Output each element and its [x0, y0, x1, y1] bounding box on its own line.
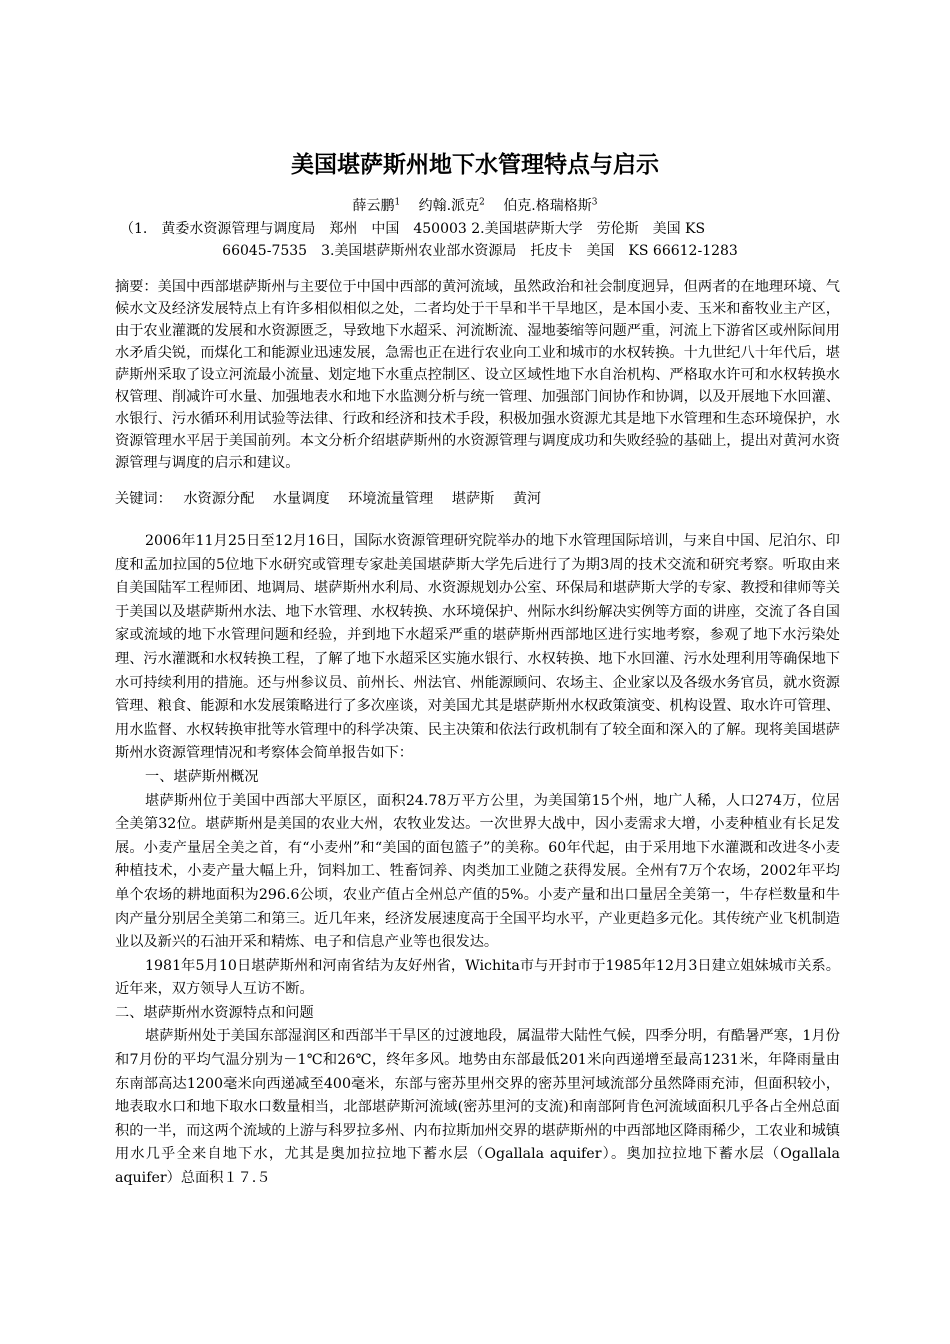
author-affiliation-mark: 1	[394, 197, 401, 208]
keyword: 水量调度	[272, 491, 330, 507]
keywords-label: 关键词：	[115, 491, 165, 507]
keyword: 水资源分配	[183, 491, 255, 507]
paragraph: 堪萨斯州位于美国中西部大平原区，面积24.78万平方公里，为美国第15个州，地广人稀，人口274万，位居全美第32位。堪萨斯州是美国的农业大州，农牧业发达。一次世界大战中，因小麦需求大增，小麦种植业有长足发展。小麦产量居全美之首，有“小麦州”和“美国的面包篮子”的美称。60年代起，由于采用地下水灌溉和改进冬小麦种植技术，小麦产量大幅上升，饲料加工、牲畜饲养、肉类加工业随之获得发展。全州有7万个农场，2002年平均单个农场的耕地面积为296.6公顷，农业产值占全州总产值的5%。小麦产量和出口量居全美第一，牛存栏数量和牛肉产量分别居全美第二和第三。近几年来，经济发展速度高于全国平均水平，产业更趋多元化。其传统产业飞机制造业以及新兴的石油开采和精炼、电子和信息产业等也很发达。	[115, 792, 840, 951]
author-name: 伯克.格瑞格斯	[503, 198, 592, 214]
section-heading: 一、堪萨斯州概况	[145, 768, 259, 785]
keyword: 堪萨斯	[451, 491, 495, 507]
abstract: 摘要：美国中西部堪萨斯州与主要位于中国中西部的黄河流域，虽然政治和社会制度迥异，但两者的在地理环境、气候水文及经济发展特点上有许多相似相似之处，二者均处于干旱和半干旱地区，是本国小麦、玉米和畜牧业主产区，由于农业灌溉的发展和水资源匮乏，导致地下水超采、河流断流、湿地萎缩等问题严重，河流上下游省区或州际间用水矛盾尖锐，而煤化工和能源业迅速发展，急需也正在进行农业向工业和城市的水权转换。十九世纪八十年代后，堪萨斯州采取了设立河流最小流量、划定地下水重点控制区、设立区域性地下水自治机构、严格取水许可和水权转换水权管理、削减许可水量、加强地表水和地下水监测分析与统一管理、加强部门间协作和协调，以及开展地下水回灌、水银行、污水循环利用试验等法律、行政和经济和技术手段，积极加强水资源尤其是地下水管理和生态环境保护，水资源管理水平居于美国前列。本文分析介绍堪萨斯州的水资源管理与调度成功和失败经验的基础上，提出对黄河水资源管理与调度的启示和建议。	[115, 279, 840, 471]
author-line	[0, 195, 950, 215]
keyword: 环境流量管理	[348, 491, 434, 507]
affiliation-line-2: 66045-7535 3.美国堪萨斯州农业部水资源局 托皮卡 美国 KS 66612-1283	[222, 243, 738, 259]
section-heading: 二、堪萨斯州水资源特点和问题	[115, 1004, 314, 1021]
author-affiliation-mark: 2	[479, 197, 485, 208]
keyword: 黄河	[512, 491, 542, 507]
keywords-line	[115, 488, 840, 510]
body-text	[115, 530, 840, 1191]
author-name: 薛云鹏	[352, 198, 395, 214]
author-affiliation-mark: 3	[591, 197, 598, 208]
affiliation-line-1: （1. 黄委水资源管理与调度局 郑州 中国 450003 2.美国堪萨斯大学 劳伦斯 美国 KS	[120, 221, 706, 237]
affiliations	[120, 218, 840, 262]
author-name: 约翰.派克	[418, 198, 480, 214]
paragraph: 2006年11月25日至12月16日，国际水资源管理研究院举办的地下水管理国际培训，与来自中国、尼泊尔、印度和孟加拉国的5位地下水研究或管理专家赴美国堪萨斯大学先后进行了为期3周的技术交流和研究考察。听取由来自美国陆军工程师团、地调局、堪萨斯州水利局、水资源规划办公室、环保局和堪萨斯大学的专家、教授和律师等关于美国以及堪萨斯州水法、地下水管理、水权转换、水环境保护、州际水纠纷解决实例等方面的讲座，交流了各自国家或流域的地下水管理问题和经验，并到地下水超采严重的堪萨斯州西部地区进行实地考察，参观了地下水污染处理、污水灌溉和水权转换工程，了解了地下水超采区实施水银行、水权转换、地下水回灌、污水处理利用等确保地下水可持续利用的措施。还与州参议员、前州长、州法官、州能源顾问、农场主、企业家以及各级水务官员，就水资源管理、粮食、能源和水发展策略进行了多次座谈，对美国尤其是堪萨斯州水权政策演变、机构设置、取水许可管理、用水监督、水权转换审批等水管理中的科学决策、民主决策和依法行政机制有了较全面和深入的了解。现将美国堪萨斯州水资源管理情况和考察体会简单报告如下：	[115, 533, 840, 762]
paragraph: 堪萨斯州处于美国东部湿润区和西部半干旱区的过渡地段，属温带大陆性气候，四季分明，有酷暑严寒，1月份和7月份的平均气温分别为－1℃和26℃，终年多风。地势由东部最低201米向西递增至最高1231米，年降雨量由东南部高达1200毫米向西递减至400毫米，东部与密苏里州交界的密苏里河域流部分虽然降雨充沛，但面积较小，地表取水口和地下取水口数量相当，北部堪萨斯河流域(密苏里河的支流)和南部阿肯色河流域面积几乎各占全州总面积的一半，而这两个流域的上游与科罗拉多州、内布拉斯加州交界的堪萨斯州的中西部地区降雨稀少，工农业和城镇用水几乎全来自地下水，尤其是奥加拉拉地下蓄水层（Ogallala aquifer）。奥加拉拉地下蓄水层（Ogallala aquifer）总面积１７.５	[115, 1028, 840, 1187]
paragraph: 1981年5月10日堪萨斯州和河南省结为友好州省，Wichita市与开封市于1985年12月3日建立姐妹城市关系。近年来，双方领导人互访不断。	[115, 957, 840, 998]
document-title: 美国堪萨斯州地下水管理特点与启示	[291, 152, 659, 178]
